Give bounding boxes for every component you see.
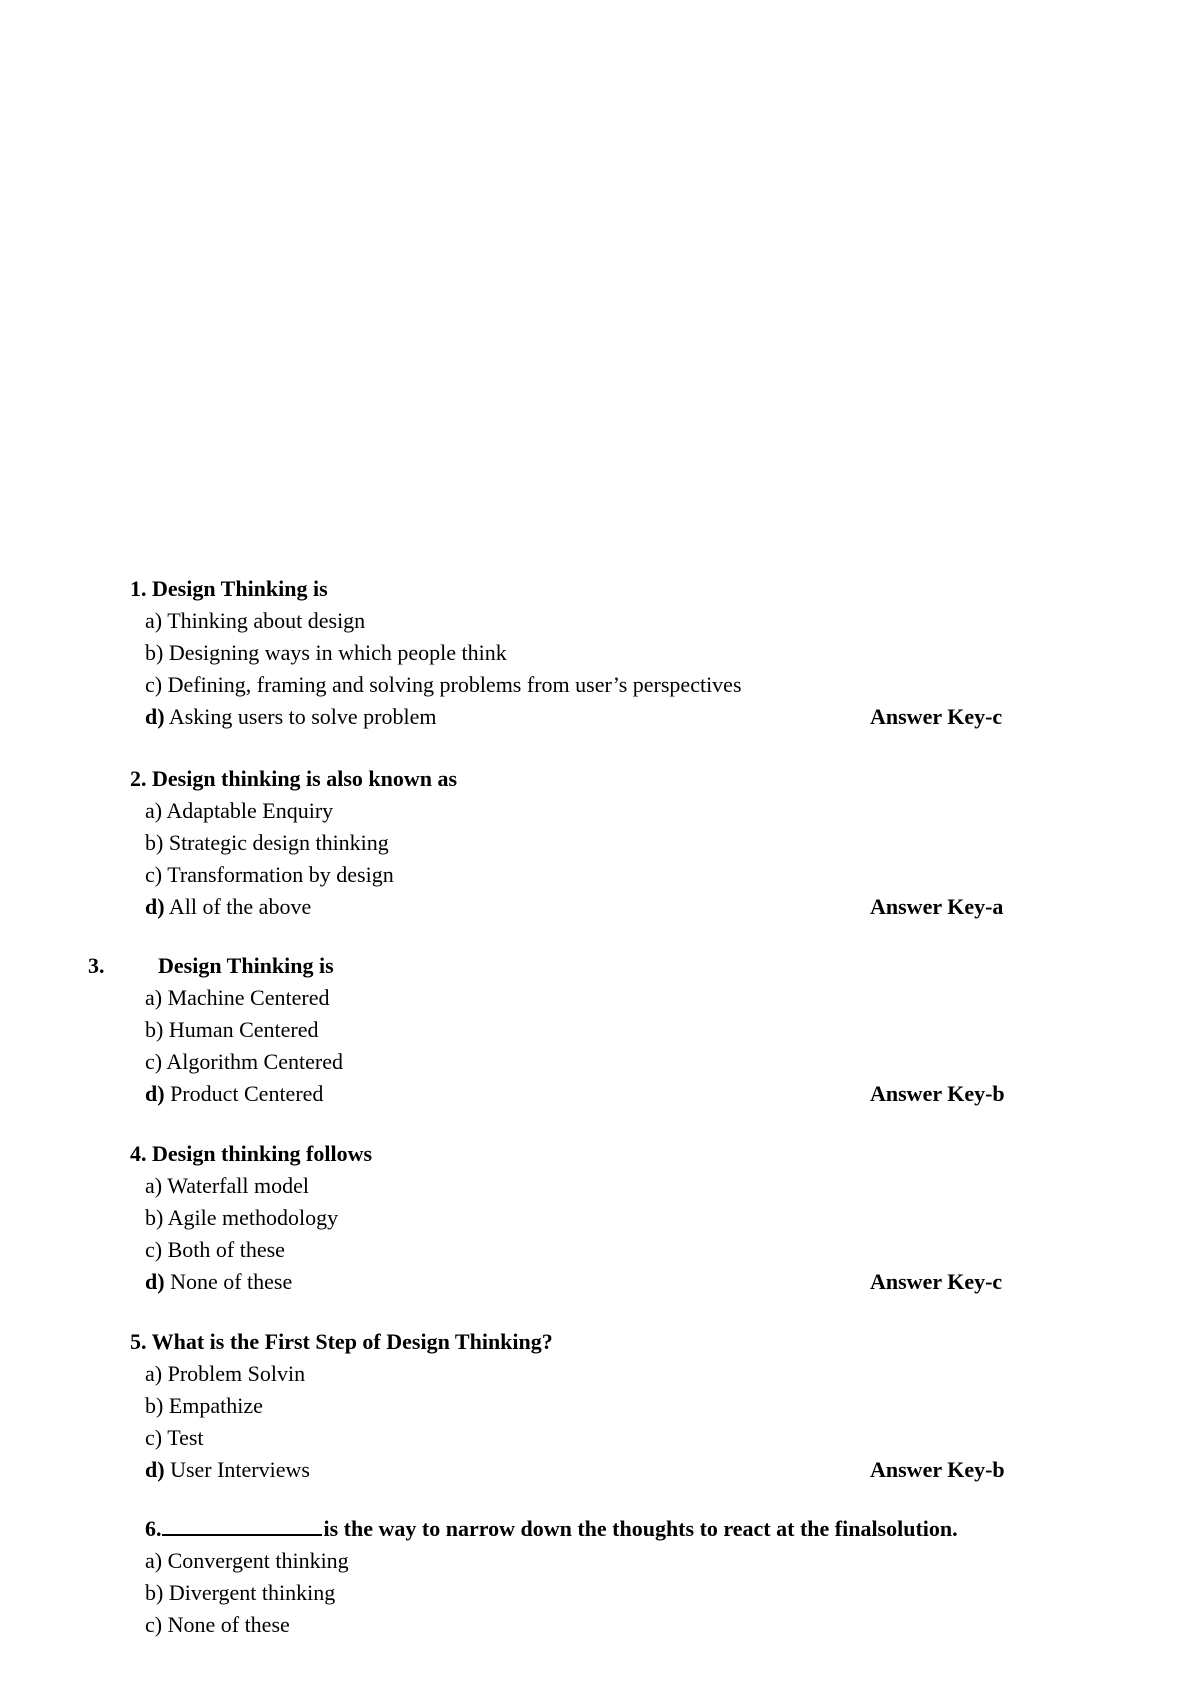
answer-blank-line [162, 1520, 322, 1536]
question-number: 6. [145, 1516, 162, 1541]
option-text: User Interviews [170, 1457, 310, 1482]
question-title [130, 766, 457, 792]
option-letter: d) [145, 894, 165, 919]
answer-key: Answer Key-b [870, 1081, 1005, 1106]
question-title [130, 1141, 372, 1167]
option-text: Product Centered [170, 1081, 324, 1106]
option-b [145, 1205, 338, 1231]
option-letter: c) [145, 672, 163, 697]
option-a [145, 1548, 349, 1574]
option-d [145, 1457, 310, 1483]
option-letter: b) [145, 830, 164, 855]
option-letter: d) [145, 1457, 165, 1482]
option-c [145, 1237, 285, 1263]
option-text: Defining, framing and solving problems from user’s perspectives [167, 672, 742, 697]
option-c [145, 672, 742, 698]
question-text: Design Thinking is [158, 953, 334, 978]
option-text: Waterfall model [167, 1173, 309, 1198]
option-text: Asking users to solve problem [168, 704, 437, 729]
option-letter: a) [145, 1361, 163, 1386]
option-text: None of these [167, 1612, 290, 1637]
option-letter: b) [145, 1205, 164, 1230]
option-letter: c) [145, 862, 163, 887]
question-title [88, 953, 334, 979]
option-letter: b) [145, 640, 164, 665]
option-d [145, 1081, 323, 1107]
option-letter: b) [145, 1580, 164, 1605]
option-text: Test [167, 1425, 204, 1450]
option-c [145, 1049, 343, 1075]
option-text: Designing ways in which people think [168, 640, 507, 665]
option-text: Machine Centered [167, 985, 330, 1010]
question-number: 1. [130, 576, 147, 601]
option-text: Convergent thinking [167, 1548, 349, 1573]
option-b [145, 1017, 319, 1043]
question-text: What is the First Step of Design Thinking? [151, 1329, 553, 1354]
option-d [145, 894, 311, 920]
option-text: Divergent thinking [168, 1580, 336, 1605]
question-number: 2. [130, 766, 147, 791]
option-text: Both of these [167, 1237, 285, 1262]
option-letter: c) [145, 1612, 163, 1637]
answer-key: Answer Key-c [870, 1269, 1003, 1294]
option-b [145, 1393, 263, 1419]
option-letter: c) [145, 1237, 163, 1262]
option-b [145, 640, 507, 666]
option-text: None of these [170, 1269, 293, 1294]
option-c [145, 1612, 290, 1638]
option-text: Human Centered [168, 1017, 319, 1042]
option-text: Problem Solvin [167, 1361, 306, 1386]
option-a [145, 1361, 305, 1387]
option-text: Thinking about design [167, 608, 366, 633]
option-letter: c) [145, 1425, 163, 1450]
option-a [145, 798, 333, 824]
question-title [130, 1329, 553, 1355]
option-a [145, 985, 329, 1011]
option-text: Strategic design thinking [168, 830, 389, 855]
option-letter: a) [145, 1548, 163, 1573]
option-letter: d) [145, 704, 165, 729]
question-number: 3. [88, 953, 105, 978]
question-number: 5. [130, 1329, 147, 1354]
option-letter: b) [145, 1017, 164, 1042]
option-letter: a) [145, 1173, 163, 1198]
option-text: All of the above [168, 894, 312, 919]
question-text: Design thinking follows [152, 1141, 373, 1166]
answer-key: Answer Key-a [870, 894, 1004, 919]
question-title [145, 1516, 958, 1542]
option-c [145, 1425, 204, 1451]
option-d [145, 1269, 292, 1295]
question-text: Design Thinking is [152, 576, 328, 601]
question-text: Design thinking is also known as [152, 766, 458, 791]
option-letter: c) [145, 1049, 163, 1074]
option-c [145, 862, 394, 888]
option-text: Adaptable Enquiry [166, 798, 334, 823]
option-letter: b) [145, 1393, 164, 1418]
option-letter: a) [145, 985, 163, 1010]
option-letter: a) [145, 798, 163, 823]
option-b [145, 830, 389, 856]
question-text: is the way to narrow down the thoughts to react at the finalsolution. [323, 1516, 958, 1541]
option-d [145, 704, 437, 730]
option-a [145, 608, 365, 634]
answer-key: Answer Key-c [870, 704, 1003, 729]
question-number: 4. [130, 1141, 147, 1166]
option-text: Transformation by design [167, 862, 394, 887]
option-letter: d) [145, 1269, 165, 1294]
answer-key: Answer Key-b [870, 1457, 1005, 1482]
question-title [130, 576, 328, 602]
option-letter: d) [145, 1081, 165, 1106]
option-text: Empathize [168, 1393, 263, 1418]
option-text: Agile methodology [167, 1205, 339, 1230]
option-b [145, 1580, 335, 1606]
option-text: Algorithm Centered [166, 1049, 343, 1074]
option-letter: a) [145, 608, 163, 633]
option-a [145, 1173, 309, 1199]
